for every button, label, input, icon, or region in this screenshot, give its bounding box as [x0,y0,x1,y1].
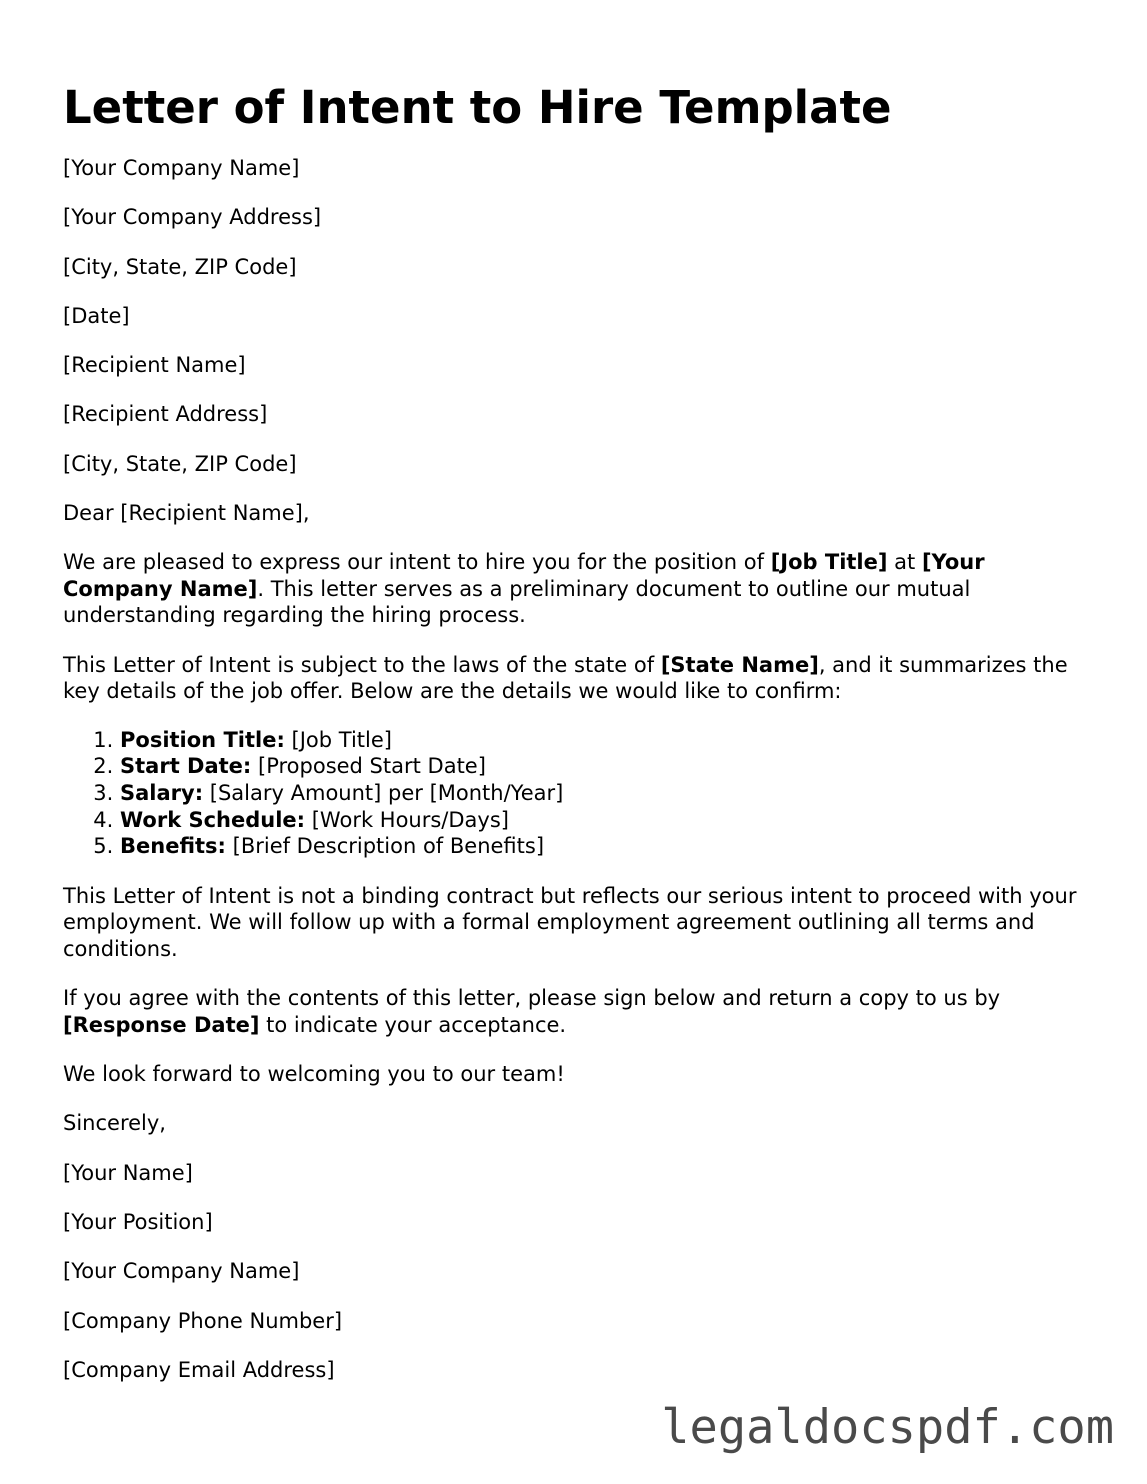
sender-company-address: [Your Company Address] [63,205,322,230]
signature-phone: [Company Phone Number] [63,1308,343,1333]
acceptance-paragraph: If you agree with the contents of this letter, please sign below and return a copy to us by [Response Date] to indicate your acceptance. [63,986,1001,1037]
sender-company-name: [Your Company Name] [63,156,300,180]
recipient-city-state-zip: [City, State, ZIP Code] [63,451,297,476]
state-name-placeholder: [State Name] [660,652,819,677]
closing: Sincerely, [63,1111,166,1136]
signature-position: [Your Position] [63,1209,213,1234]
watermark: legaldocspdf.com [661,1400,1114,1455]
signature-email: [Company Email Address] [63,1357,335,1382]
signature-company-name: [Your Company Name] [63,1259,300,1284]
welcome-line: We look forward to welcoming you to our team! [63,1062,565,1087]
list-item: 5. Benefits: [Brief Description of Benefits] [120,833,1093,860]
recipient-address: [Recipient Address] [63,402,268,427]
response-date-placeholder: [Response Date] [63,1012,260,1037]
page-title: Letter of Intent to Hire Template [63,81,892,134]
company-name-placeholder: [Your Company Name] [63,550,985,601]
salutation: Dear [Recipient Name], [63,501,310,526]
intro-paragraph: We are pleased to express our intent to hire you for the position of [Job Title] at [Your Company Name]. This letter serves as a preliminary document to outline our mutual understanding regarding the hiring process. [63,550,985,628]
non-binding-paragraph: This Letter of Intent is not a binding contract but reflects our serious intent to proceed with your employment. We will follow up with a formal employment agreement outlining all terms and conditions. [63,883,1077,961]
job-title-placeholder: [Job Title] [770,550,888,575]
signature-name: [Your Name] [63,1160,193,1185]
sender-city-state-zip: [City, State, ZIP Code] [63,254,297,279]
list-item: 4. Work Schedule: [Work Hours/Days] [120,807,1093,834]
laws-paragraph: This Letter of Intent is subject to the laws of the state of [State Name], and it summarizes the key details of the job offer. Below are the details we would like to confirm: [63,652,1068,704]
list-item: 1. Position Title: [Job Title] [120,727,1093,754]
job-details-list [63,727,1093,861]
list-item: 2. Start Date: [Proposed Start Date] [120,753,1093,780]
recipient-name: [Recipient Name] [63,353,246,378]
letter-document [63,80,1093,1406]
letter-date: [Date] [63,303,130,328]
list-item: 3. Salary: [Salary Amount] per [Month/Year] [120,780,1093,807]
